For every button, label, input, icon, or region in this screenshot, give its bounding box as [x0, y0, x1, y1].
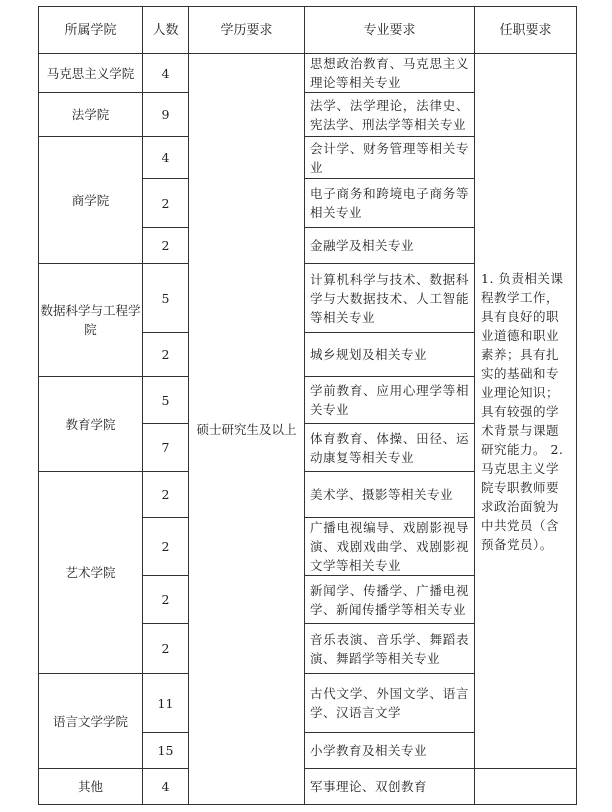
major-cell: 体育教育、体操、田径、运动康复等相关专业	[305, 424, 475, 472]
college-cell: 语言文学学院	[39, 674, 143, 769]
major-cell: 音乐表演、音乐学、舞蹈表演、舞蹈学等相关专业	[305, 624, 475, 674]
count-cell: 4	[143, 769, 189, 805]
major-cell: 计算机科学与技术、数据科学与大数据技术、人工智能等相关专业	[305, 264, 475, 333]
major-cell: 古代文学、外国文学、语言学、汉语言文学	[305, 674, 475, 733]
count-cell: 2	[143, 624, 189, 674]
major-cell: 小学教育及相关专业	[305, 733, 475, 769]
college-cell: 教育学院	[39, 377, 143, 472]
count-cell: 15	[143, 733, 189, 769]
education-cell: 硕士研究生及以上	[189, 54, 305, 805]
major-cell: 法学、法学理论，法律史、宪法学、刑法学等相关专业	[305, 93, 475, 137]
major-cell: 军事理论、双创教育	[305, 769, 475, 805]
table-header-row	[39, 7, 577, 54]
header-major: 专业要求	[305, 7, 475, 54]
count-cell: 2	[143, 333, 189, 377]
college-cell: 其他	[39, 769, 143, 805]
college-cell: 商学院	[39, 137, 143, 264]
count-cell: 2	[143, 576, 189, 624]
college-cell: 马克思主义学院	[39, 54, 143, 93]
major-cell: 新闻学、传播学、广播电视学、新闻传播学等相关专业	[305, 576, 475, 624]
header-requirements: 任职要求	[475, 7, 577, 54]
count-cell: 2	[143, 472, 189, 518]
major-cell: 金融学及相关专业	[305, 228, 475, 264]
major-cell: 广播电视编导、戏剧影视导演、戏剧戏曲学、戏剧影视文学等相关专业	[305, 518, 475, 576]
count-cell: 5	[143, 264, 189, 333]
table-row	[39, 54, 577, 93]
count-cell: 5	[143, 377, 189, 424]
count-cell: 4	[143, 54, 189, 93]
count-cell: 2	[143, 228, 189, 264]
table-body	[39, 54, 577, 805]
count-cell: 4	[143, 137, 189, 179]
count-cell: 9	[143, 93, 189, 137]
major-cell: 学前教育、应用心理学等相关专业	[305, 377, 475, 424]
college-cell: 艺术学院	[39, 472, 143, 674]
college-cell: 法学院	[39, 93, 143, 137]
count-cell: 2	[143, 518, 189, 576]
requirements-cell: 1. 负责相关课程教学工作，具有良好的职业道德和职业素养；具有扎实的基础和专业理论知识；具有较强的学术背景与课题研究能力。 2. 马克思主义学院专职教师要求政治面貌为中共党员（含预备党员）。	[475, 54, 577, 769]
recruitment-table	[38, 6, 577, 805]
major-cell: 思想政治教育、马克思主义理论等相关专业	[305, 54, 475, 93]
header-education: 学历要求	[189, 7, 305, 54]
major-cell: 城乡规划及相关专业	[305, 333, 475, 377]
count-cell: 7	[143, 424, 189, 472]
count-cell: 11	[143, 674, 189, 733]
major-cell: 美术学、摄影等相关专业	[305, 472, 475, 518]
header-college: 所属学院	[39, 7, 143, 54]
empty-requirements-cell	[475, 769, 577, 805]
table-row	[39, 769, 577, 805]
header-count: 人数	[143, 7, 189, 54]
college-cell: 数据科学与工程学院	[39, 264, 143, 377]
major-cell: 电子商务和跨境电子商务等相关专业	[305, 179, 475, 228]
count-cell: 2	[143, 179, 189, 228]
major-cell: 会计学、财务管理等相关专业	[305, 137, 475, 179]
